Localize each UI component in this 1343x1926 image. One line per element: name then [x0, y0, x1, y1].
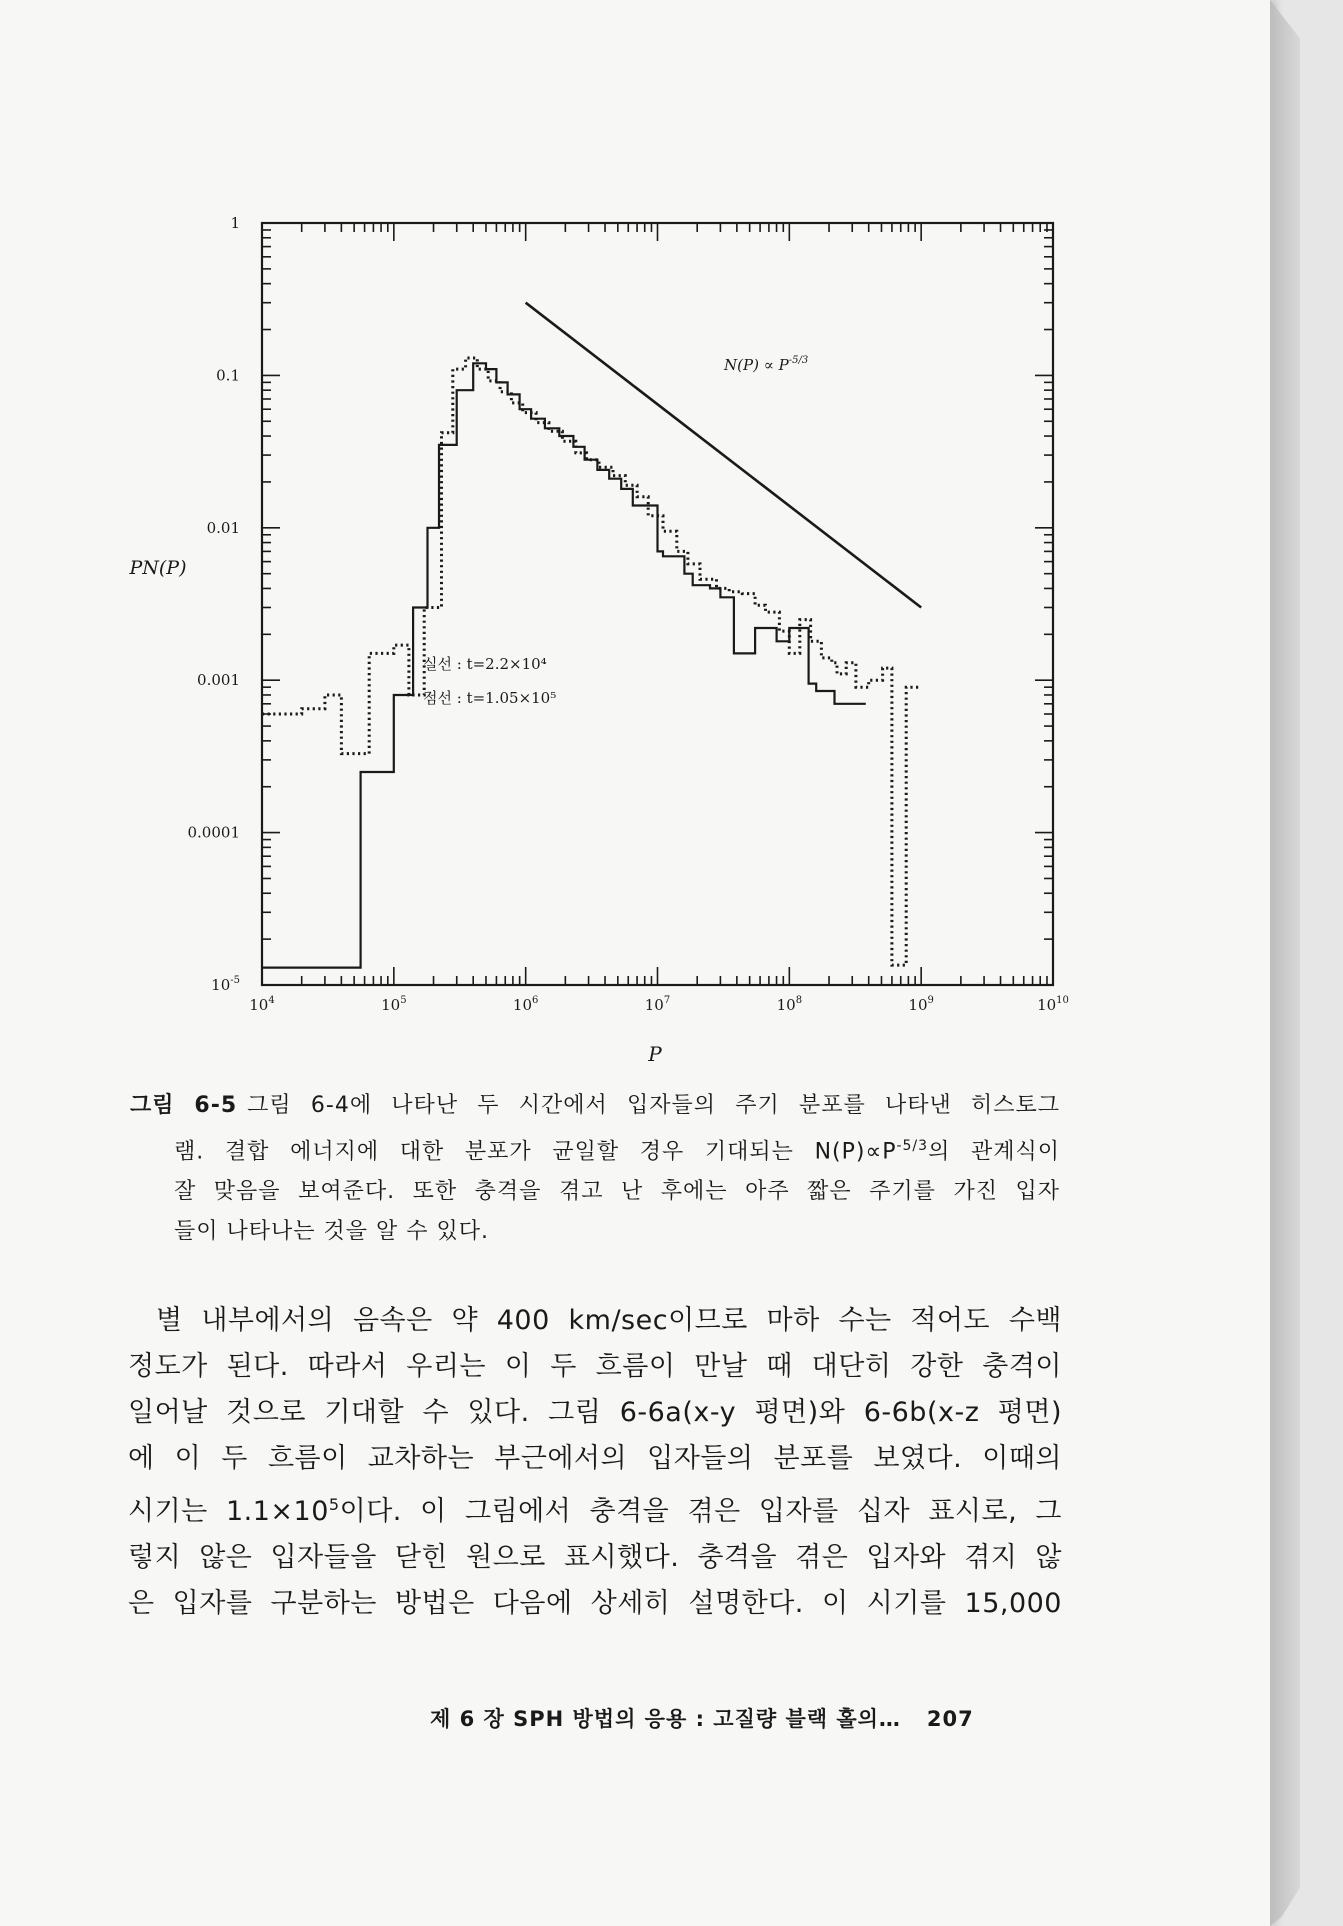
footer-title: 제 6 장 SPH 방법의 응용 : 고질량 블랙 홀의…: [430, 1707, 901, 1731]
y-axis-label: PN(P): [129, 557, 187, 579]
y-tick-label: $10^{-5}$: [211, 975, 240, 994]
body-line-7: 은 입자를 구분하는 방법은 다음에 상세히 설명한다. 이 시기를 15,000: [128, 1588, 1062, 1619]
x-tick-label: $10^8$: [776, 995, 803, 1014]
x-tick-label: $10^7$: [644, 995, 671, 1014]
figure-caption: [130, 1086, 1060, 1252]
caption-line-3: 잘 맞음을 보여준다. 또한 충격을 겪고 난 후에는 아주 짧은 주기를 가진 입자: [174, 1179, 1060, 1205]
x-axis-label: P: [648, 1042, 662, 1066]
plot-frame: [262, 223, 1053, 985]
x-tick-label: $10^9$: [908, 995, 934, 1014]
body-line-3: 일어날 것으로 기대할 수 있다. 그림 6-6a(x-y 평면)와 6-6b(x-z 평면): [128, 1397, 1062, 1428]
body-paragraph: [128, 1298, 1062, 1627]
x-tick-label: $10^5$: [381, 995, 407, 1014]
legend-solid: 실선 : t=2.2×10⁴: [423, 655, 547, 673]
body-line-5: 시기는 $1.1\times 10^5$이다. 이 그림에서 충격을 겪은 입자를 십자 표시로, 그: [128, 1495, 1063, 1527]
body-line-2: 정도가 된다. 따라서 우리는 이 두 흐름이 만날 때 대단히 강한 충격이: [128, 1351, 1062, 1382]
x-tick-label: $10^{10}$: [1037, 995, 1069, 1014]
body-line-6: 렇지 않은 입자들을 닫힌 원으로 표시했다. 충격을 겪은 입자와 겪지 않: [128, 1542, 1062, 1573]
caption-line-4: 들이 나타나는 것을 알 수 있다.: [174, 1219, 489, 1245]
y-tick-label: 0.01: [206, 518, 240, 537]
y-tick-label: 0.1: [216, 366, 240, 385]
y-tick-label: 1: [230, 214, 240, 232]
caption-line-1: 그림 6-4에 나타난 두 시간에서 입자들의 주기 분포를 나타낸 히스토그: [247, 1093, 1060, 1118]
y-tick-label: 0.001: [197, 671, 240, 690]
solid-histogram-series: [262, 363, 866, 967]
running-footer: [430, 1703, 1070, 1733]
x-tick-label: $10^6$: [512, 995, 539, 1014]
x-tick-label: $10^4$: [249, 995, 275, 1014]
caption-label: 그림 6-5: [130, 1093, 238, 1118]
legend-dotted: 점선 : t=1.05×10⁵: [423, 689, 557, 707]
slope-annotation: $N(P) \propto P^{-5/3}$: [724, 355, 809, 374]
y-tick-label: 0.0001: [187, 823, 240, 842]
body-line-4: 에 이 두 흐름이 교차하는 부근에서의 입자들의 분포를 보였다. 이때의: [128, 1443, 1062, 1474]
body-line-1: 별 내부에서의 음속은 약 400 km/sec이므로 마하 수는 적어도 수백: [156, 1305, 1062, 1336]
caption-line-2: 램. 결합 에너지에 대한 분포가 균일할 경우 기대되는 $N(P)\propto P^{-5/3}$의 관계식이: [174, 1138, 1060, 1165]
page-number: 207: [926, 1707, 974, 1731]
